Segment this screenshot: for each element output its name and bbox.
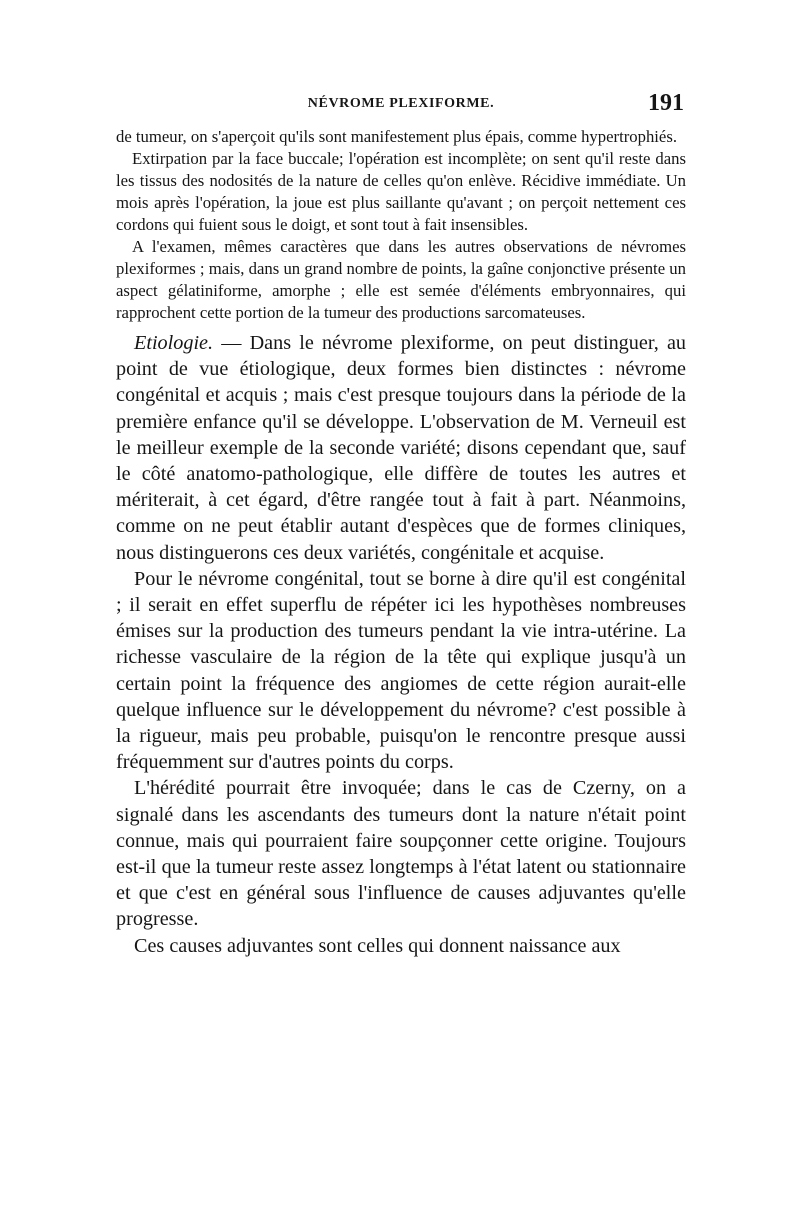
- running-header: [116, 90, 686, 126]
- congenital-paragraph: Pour le névrome congénital, tout se borne à dire qu'il est congénital ; il serait en effet superflu de répéter ici les hypothèses nombreuses émises sur la production des tumeurs pendant la vie intra-utérine. La richesse vasculaire de la région de la tête qui explique jusqu'à un certain point la fréquence des angiomes de cette région aurait-elle quelque influence sur le développement du névrome? c'est possible à la rigueur, mais peu probable, puisqu'on le rencontre presque aussi fréquemment sur d'autres points du corps.: [116, 567, 686, 774]
- observation-paragraph-2: Extirpation par la face buccale; l'opération est incomplète; on sent qu'il reste dans les tissus des nodosités de la nature de celles qu'on enlève. Récidive immédiate. Un mois après l'opération, la joue est plus saillante qu'avant ; on perçoit nettement ces cordons qui fuient sous le doigt, et sont tout à fait insensibles.: [116, 149, 686, 234]
- heredity-paragraph: L'hérédité pourrait être invoquée; dans le cas de Czerny, on a signalé dans les ascendants des tumeurs dont la nature n'était point connue, mais qui pourraient faire soupçonner cette origine. Toujours est-il que la tumeur reste assez longtemps à l'état latent ou stationnaire et que c'est en général sous l'influence de causes adjuvantes qu'elle progresse.: [116, 777, 686, 931]
- page-number: 191: [648, 90, 684, 116]
- etiology-heading: Etiologie.: [134, 332, 214, 354]
- etiology-paragraph: [116, 330, 686, 566]
- causes-paragraph: Ces causes adjuvantes sont celles qui donnent naissance aux: [134, 934, 621, 957]
- running-title: NÉVROME PLEXIFORME.: [307, 96, 495, 111]
- observation-paragraph-1: de tumeur, on s'aperçoit qu'ils sont manifestement plus épais, comme hypertrophiés.: [116, 127, 678, 146]
- observation-paragraph-3: A l'examen, mêmes caractères que dans les autres observations de névromes plexiformes ; mais, dans un grand nombre de points, la gaîne conjonctive présente un aspect gélatiniforme, amorphe ; elle est semée d'éléments embryonnaires, qui rapprochent cette portion de la tumeur des productions sarcomateuses.: [116, 237, 686, 322]
- etiology-body: — Dans le névrome plexiforme, on peut distinguer, au point de vue étiologique, deux formes bien distinctes : névrome congénital et acquis ; mais c'est presque toujours dans la période de la première enfance qu'il se développe. L'observation de M. Verneuil est le meilleur exemple de la seconde variété; disons cependant que, sauf le côté anatomo-pathologique, elle diffère de toutes les autres et mériterait, à cet égard, d'être rangée tout à fait à part. Néanmoins, comme on ne peut établir autant d'espèces que de formes cliniques, nous distinguerons ces deux variétés, congénitale et acquise.: [116, 332, 686, 564]
- book-page: [116, 90, 686, 959]
